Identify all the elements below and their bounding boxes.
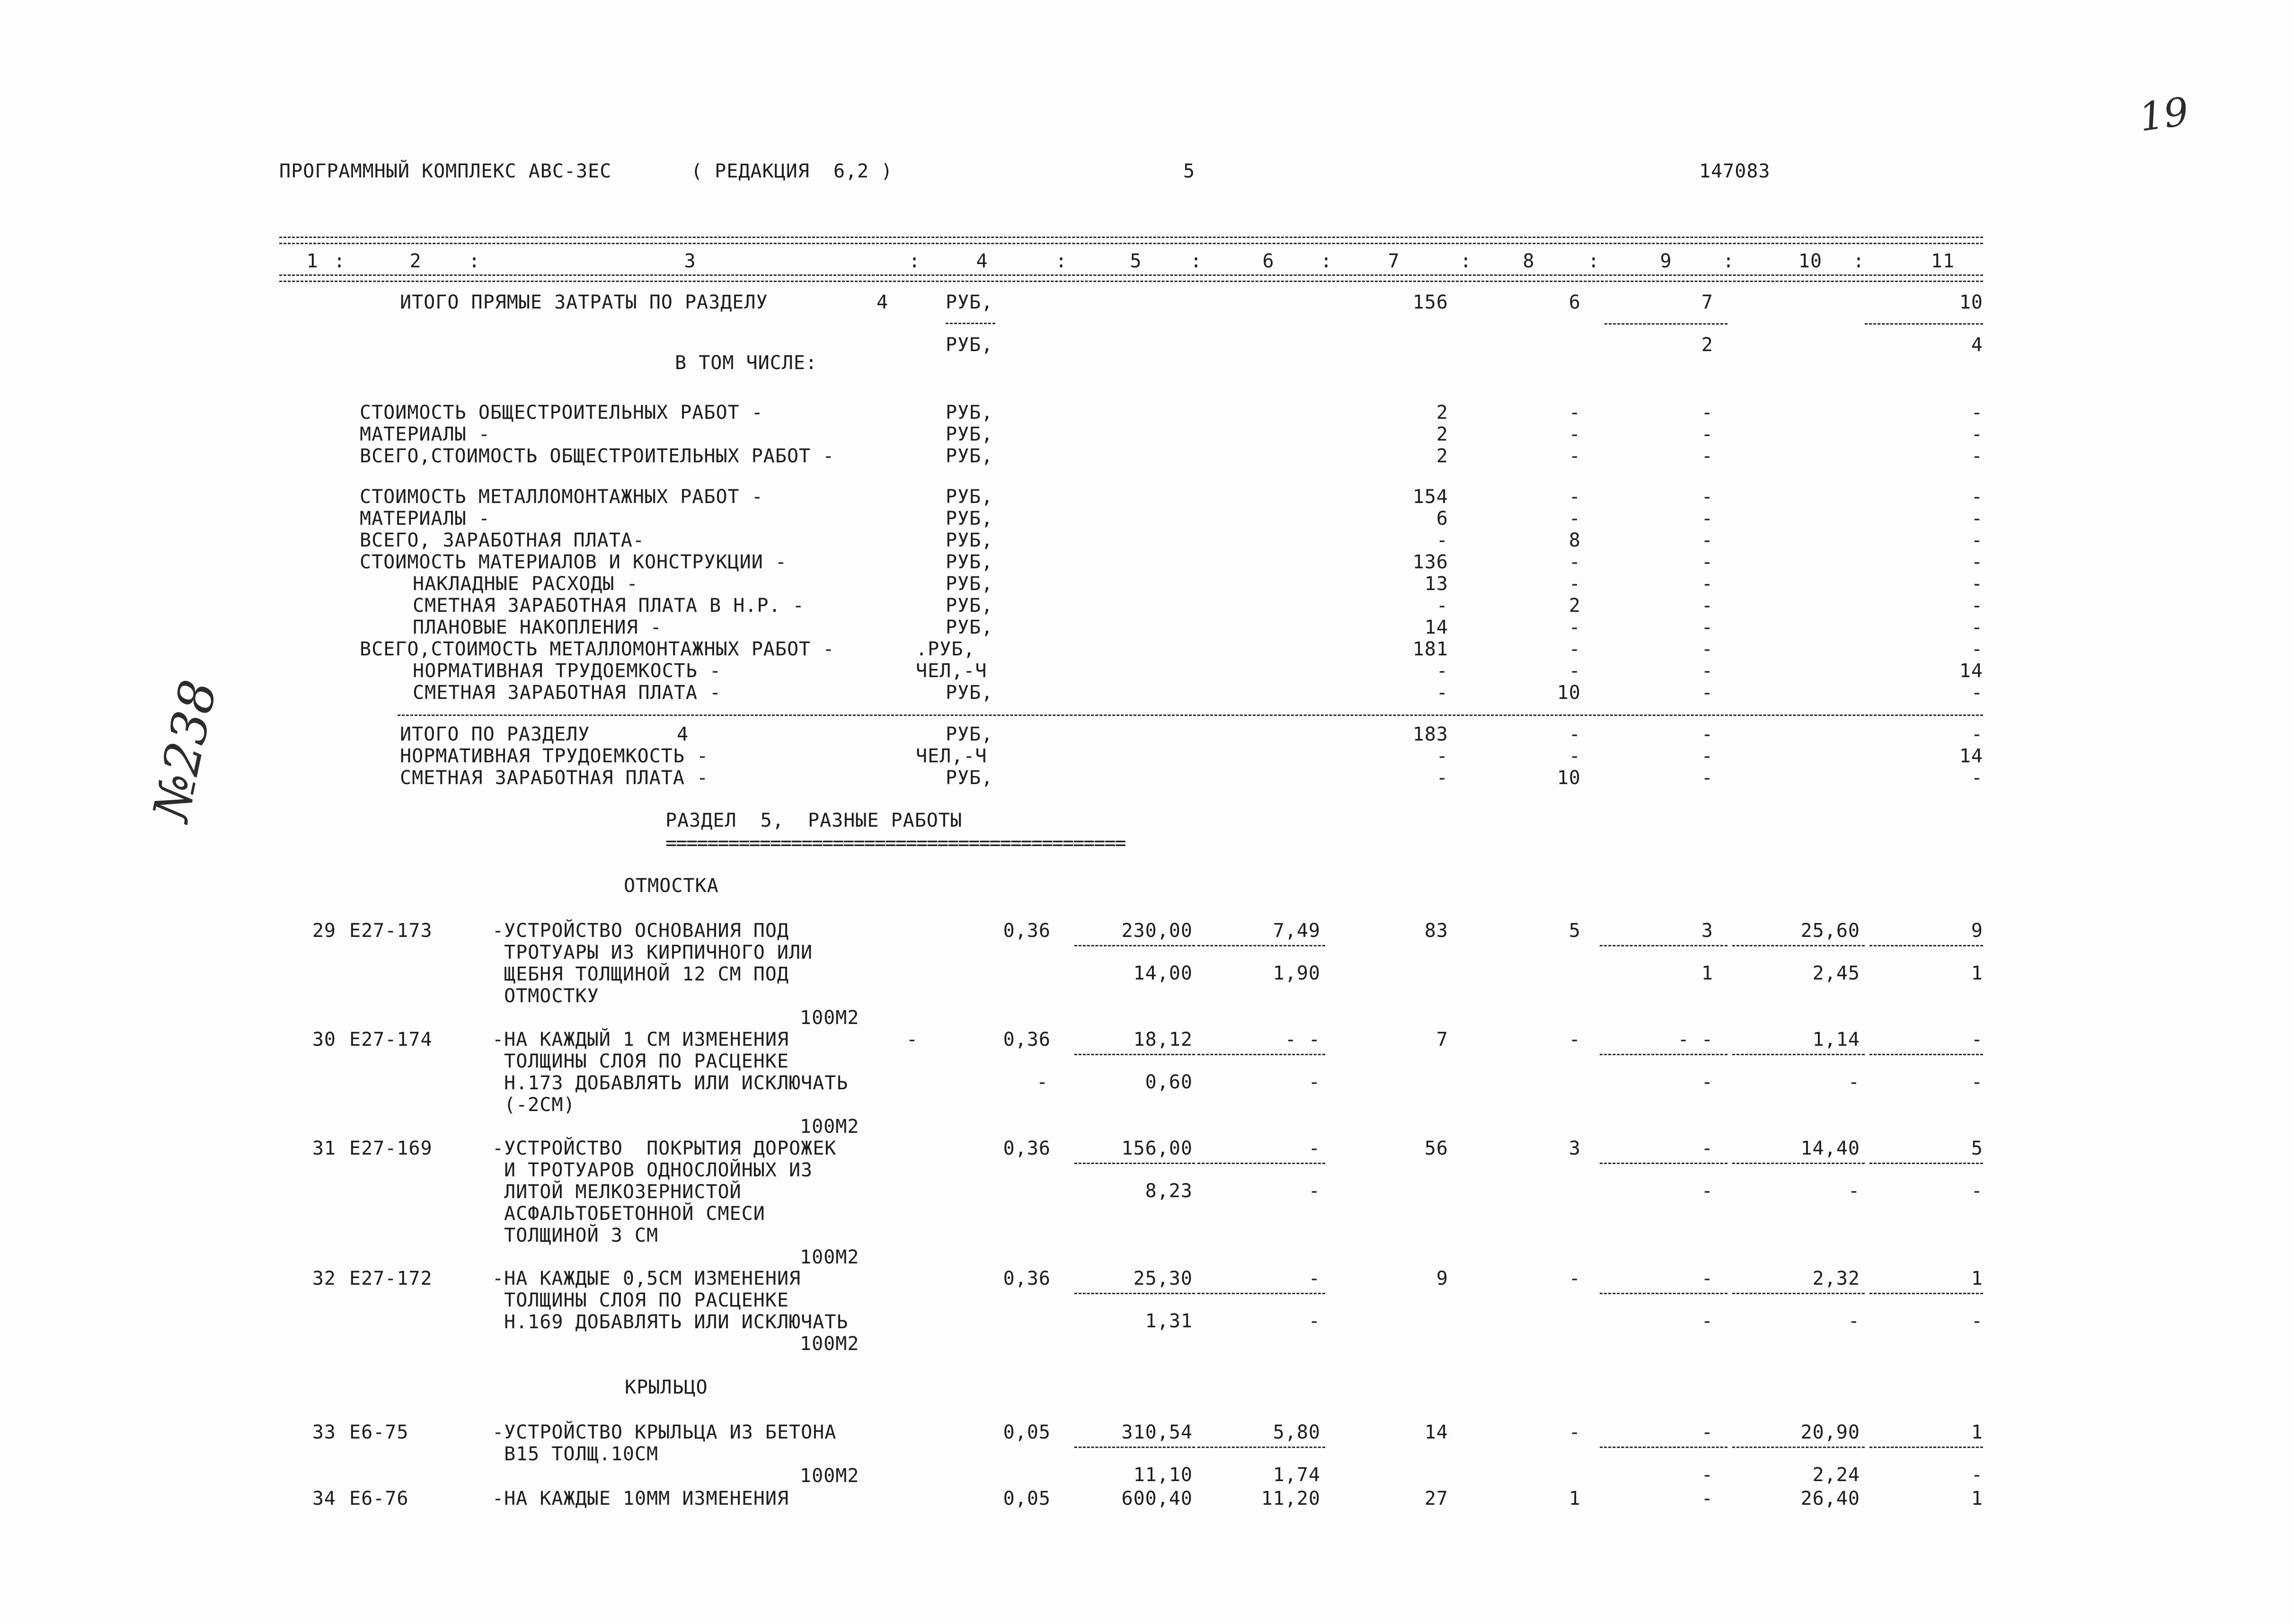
item-quantity: 0,36 [1003,1268,1051,1289]
direct-costs-col11: 10 [1959,291,1983,313]
item-c11: 1 [1971,1421,1983,1443]
column-header-3: 3 [684,250,696,272]
item-description-line: ТОЛЩИНЫ СЛОЯ ПО РАСЦЕНКЕ [504,1050,789,1072]
item-c5-lower: 0,60 [1145,1071,1193,1093]
item-c11-lower: - [1971,1464,1983,1486]
breakdown-col11: - [1971,508,1983,530]
breakdown-unit: РУБ, [946,530,993,551]
item-number: 29 [312,920,336,942]
col11-underline [1869,1447,1983,1448]
item-c7: 56 [1424,1138,1448,1159]
breakdown-unit: РУБ, [946,486,993,508]
breakdown-col11: - [1971,445,1983,467]
item-quantity-dash: - [906,1029,919,1050]
breakdown-unit: РУБ, [946,424,993,445]
breakdown-col8: - [1568,445,1581,467]
item-c11: 9 [1971,920,1983,942]
column-separator: : [1588,250,1600,272]
direct-costs-label: ИТОГО ПРЯМЫЕ ЗАТРАТЫ ПО РАЗДЕЛУ [400,291,768,313]
item-c6-lower: - [1308,1180,1320,1202]
column-separator: : [469,250,481,272]
column-separator: : [1320,250,1333,272]
item-unit: 100М2 [800,1007,859,1029]
item-c6: 7,49 [1273,920,1320,942]
col11-underline [1869,1163,1983,1164]
breakdown-col9: - [1701,638,1713,660]
breakdown-col8: - [1568,551,1581,573]
item-unit: 100М2 [800,1116,859,1138]
item-code: Е27-173 [349,920,433,942]
item-c8: 5 [1568,920,1581,942]
item-description-line: ОТМОСТКУ [504,985,599,1007]
breakdown-unit: РУБ, [946,508,993,530]
col11-underline [1869,1293,1983,1294]
item-c8: - [1568,1268,1581,1289]
breakdown-col11: - [1971,638,1983,660]
item-quantity: 0,05 [1003,1488,1051,1509]
col6-underline [1197,1293,1325,1294]
breakdown-col8: - [1568,617,1581,638]
breakdown-col9: - [1701,595,1713,617]
breakdown-col11: - [1971,573,1983,595]
item-c8: - [1568,1029,1581,1050]
section-total-col9: - [1701,745,1713,767]
item-c6: - [1308,1268,1320,1289]
item-c8: 1 [1568,1488,1581,1509]
breakdown-label: ВСЕГО,СТОИМОСТЬ ОБЩЕСТРОИТЕЛЬНЫХ РАБОТ - [360,445,835,467]
item-c7: 7 [1436,1029,1448,1050]
breakdown-col7: 6 [1436,508,1448,530]
item-c6: 5,80 [1273,1421,1320,1443]
item-unit: 100М2 [800,1465,859,1487]
section-total-col9: - [1701,767,1713,789]
item-description-line: -НА КАЖДЫЙ 1 СМ ИЗМЕНЕНИЯ [492,1029,789,1050]
item-quantity: 0,36 [1003,1138,1051,1159]
column-separator: : [1190,250,1203,272]
item-description-line: -НА КАЖДЫЕ 0,5СМ ИЗМЕНЕНИЯ [492,1268,801,1289]
item-c5: 600,40 [1121,1488,1193,1509]
breakdown-col11: - [1971,530,1983,551]
item-c11: 1 [1971,1488,1983,1509]
item-c9: - [1701,1268,1713,1289]
breakdown-col8: 10 [1557,682,1581,704]
col5-underline [1074,1054,1195,1055]
item-quantity: 0,36 [1003,920,1051,942]
item-c9: - [1701,1421,1713,1443]
direct-costs-unit: РУБ, [946,291,993,313]
item-description-line: -УСТРОЙСТВО ОСНОВАНИЯ ПОД [492,920,789,942]
breakdown-label: МАТЕРИАЛЫ - [360,508,490,530]
breakdown-col11: - [1971,595,1983,617]
item-c5: 18,12 [1133,1029,1193,1050]
section-total-col9: - [1701,724,1713,745]
item-c11-lower: - [1971,1180,1983,1202]
section-total-unit: РУБ, [946,767,993,789]
breakdown-col7: - [1436,595,1448,617]
item-code: Е27-172 [349,1268,433,1289]
item-number: 30 [312,1029,336,1050]
breakdown-label: СМЕТНАЯ ЗАРАБОТНАЯ ПЛАТА В Н.Р. - [413,595,805,617]
breakdown-col7: 136 [1412,551,1448,573]
section-total-col11: - [1971,767,1983,789]
item-c5: 156,00 [1121,1138,1193,1159]
item-c5-lower: 14,00 [1133,962,1193,984]
column-separator: : [1853,250,1865,272]
section-total-col11: - [1971,724,1983,745]
item-description-line: ТРОТУАРЫ ИЗ КИРПИЧНОГО ИЛИ [504,942,813,963]
breakdown-label: ПЛАНОВЫЕ НАКОПЛЕНИЯ - [413,617,662,638]
item-c7: 14 [1424,1421,1448,1443]
section-total-label: НОРМАТИВНАЯ ТРУДОЕМКОСТЬ - [400,745,709,767]
item-unit: 100М2 [800,1246,859,1268]
column-separator: : [909,250,921,272]
subtotal-unit: РУБ, [946,334,993,356]
breakdown-col9: - [1701,530,1713,551]
item-c11: 5 [1971,1138,1983,1159]
column-separator: : [1723,250,1735,272]
item-description-line: Н.173 ДОБАВЛЯТЬ ИЛИ ИСКЛЮЧАТЬ [504,1072,849,1094]
item-description-line: -УСТРОЙСТВО ПОКРЫТИЯ ДОРОЖЕК [492,1138,837,1159]
group-heading-krylco: КРЫЛЬЦО [625,1377,708,1398]
direct-costs-col9: 7 [1701,291,1713,313]
col5-underline [1074,1447,1195,1448]
breakdown-col8: - [1568,660,1581,682]
item-description-line: ТОЛЩИНЫ СЛОЯ ПО РАСЦЕНКЕ [504,1289,789,1311]
col10-underline [1732,1163,1865,1164]
col6-underline [1197,1447,1325,1448]
item-c7: 9 [1436,1268,1448,1289]
breakdown-col9: - [1701,551,1713,573]
including-heading: В ТОМ ЧИСЛЕ: [675,352,817,374]
breakdown-col11: - [1971,402,1983,424]
col11-underline [1869,1054,1983,1055]
item-code: Е6-75 [349,1421,409,1443]
item-c10-lower: - [1848,1071,1860,1093]
item-c10: 20,90 [1800,1421,1860,1443]
col9-underline [1600,1447,1727,1448]
breakdown-label: НАКЛАДНЫЕ РАСХОДЫ - [413,573,638,595]
item-description-line: -НА КАЖДЫЕ 10ММ ИЗМЕНЕНИЯ [492,1488,789,1509]
col9-underline [1604,323,1727,325]
section-total-label: ИТОГО ПО РАЗДЕЛУ [400,724,590,745]
col11-underline [1869,945,1983,946]
breakdown-unit: РУБ, [946,595,993,617]
section-total-label: СМЕТНАЯ ЗАРАБОТНАЯ ПЛАТА - [400,767,709,789]
col11-underline [1865,323,1983,325]
breakdown-col7: 181 [1412,638,1448,660]
breakdown-unit: РУБ, [946,551,993,573]
group-heading-otmostka: ОТМОСТКА [624,875,719,897]
breakdown-col9: - [1701,508,1713,530]
subtotal-col9: 2 [1701,334,1713,356]
column-header-7: 7 [1388,250,1400,272]
breakdown-col8: - [1568,508,1581,530]
column-header-9: 9 [1660,250,1672,272]
breakdown-unit: .РУБ, [916,638,975,660]
breakdown-col9: - [1701,682,1713,704]
item-c9: - - [1677,1029,1713,1050]
item-quantity: 0,36 [1003,1029,1051,1050]
breakdown-col11: - [1971,424,1983,445]
breakdown-col8: 2 [1568,595,1581,617]
col10-underline [1732,1293,1865,1294]
breakdown-label: МАТЕРИАЛЫ - [360,424,490,445]
breakdown-col7: 2 [1436,402,1448,424]
section-total-col8: - [1568,745,1581,767]
col9-underline [1600,1163,1727,1164]
breakdown-col9: - [1701,445,1713,467]
section-total-col7: - [1436,745,1448,767]
breakdown-unit: ЧЕЛ,-Ч [916,660,987,682]
breakdown-unit: РУБ, [946,617,993,638]
col5-underline [1074,945,1195,946]
column-header-2: 2 [409,250,422,272]
section-total-col11: 14 [1959,745,1983,767]
breakdown-col7: - [1436,682,1448,704]
col6-underline [1197,1054,1325,1055]
breakdown-col9: - [1701,617,1713,638]
item-c5-lower: 1,31 [1145,1310,1193,1332]
section-title: РАЗДЕЛ 5, РАЗНЫЕ РАБОТЫ [665,810,963,831]
breakdown-label: СМЕТНАЯ ЗАРАБОТНАЯ ПЛАТА - [413,682,722,704]
section-total-col7: 183 [1412,724,1448,745]
breakdown-col11: 14 [1959,660,1983,682]
breakdown-unit: РУБ, [946,682,993,704]
breakdown-label: СТОИМОСТЬ ОБЩЕСТРОИТЕЛЬНЫХ РАБОТ - [360,402,763,424]
item-c11-lower: - [1971,1310,1983,1332]
item-c5: 230,00 [1121,920,1193,942]
breakdown-col11: - [1971,682,1983,704]
column-header-1: 1 [306,250,319,272]
item-c10: 14,40 [1800,1138,1860,1159]
breakdown-col8: 8 [1568,530,1581,551]
item-description-line: ТОЛЩИНОЙ 3 СМ [504,1225,659,1246]
item-c6: - [1308,1138,1320,1159]
item-c11: 1 [1971,1268,1983,1289]
column-separator: : [1055,250,1068,272]
breakdown-label: НОРМАТИВНАЯ ТРУДОЕМКОСТЬ - [413,660,722,682]
item-c10: 25,60 [1800,920,1860,942]
section-total-number: 4 [677,724,689,745]
breakdown-col8: - [1568,424,1581,445]
item-c10: 26,40 [1800,1488,1860,1509]
item-c5: 310,54 [1121,1421,1193,1443]
item-c5-lower: 11,10 [1133,1464,1193,1486]
item-description-line: АСФАЛЬТОБЕТОННОЙ СМЕСИ [504,1203,765,1225]
breakdown-col8: - [1568,486,1581,508]
breakdown-col7: - [1436,660,1448,682]
breakdown-col7: - [1436,530,1448,551]
col10-underline [1732,1447,1865,1448]
item-c11: - [1971,1029,1983,1050]
item-code: Е6-76 [349,1488,409,1509]
item-c9-lower: - [1701,1071,1713,1093]
section-total-col7: - [1436,767,1448,789]
item-c6-lower: - [1308,1310,1320,1332]
item-c10: 1,14 [1812,1029,1860,1050]
col9-underline [1600,945,1727,946]
breakdown-col11: - [1971,617,1983,638]
breakdown-col8: - [1568,573,1581,595]
section-total-rule [398,715,1983,716]
item-c8: - [1568,1421,1581,1443]
item-c5-lower: 8,23 [1145,1180,1193,1202]
breakdown-label: СТОИМОСТЬ МЕТАЛЛОМОНТАЖНЫХ РАБОТ - [360,486,763,508]
breakdown-col11: - [1971,486,1983,508]
item-description-line: ЛИТОЙ МЕЛКОЗЕРНИСТОЙ [504,1181,742,1203]
item-c8: 3 [1568,1138,1581,1159]
direct-costs-col7: 156 [1412,291,1448,313]
section-total-unit: ЧЕЛ,-Ч [916,745,987,767]
breakdown-col9: - [1701,424,1713,445]
breakdown-unit: РУБ, [946,402,993,424]
column-separator: : [1460,250,1472,272]
page-indicator: 5 [1183,160,1196,182]
handwritten-side-note: №238 [142,675,228,826]
document-code: 147083 [1699,160,1771,182]
item-unit: 100М2 [800,1333,859,1355]
item-number: 34 [312,1488,336,1509]
breakdown-col7: 154 [1412,486,1448,508]
item-number: 31 [312,1138,336,1159]
item-c10-lower: - [1848,1310,1860,1332]
item-quantity: 0,05 [1003,1421,1051,1443]
item-c9-lower: - [1701,1180,1713,1202]
breakdown-unit: РУБ, [946,573,993,595]
item-c9: 3 [1701,920,1713,942]
section-title-underline: ============================================ [665,832,1125,854]
item-description-line: ЩЕБНЯ ТОЛЩИНОЙ 12 СМ ПОД [504,963,789,985]
breakdown-label: ВСЕГО, ЗАРАБОТНАЯ ПЛАТА- [360,530,645,551]
col9-underline [1600,1054,1727,1055]
breakdown-col8: - [1568,638,1581,660]
item-number: 32 [312,1268,336,1289]
breakdown-col7: 2 [1436,445,1448,467]
item-c10-lower: - [1848,1180,1860,1202]
breakdown-unit: РУБ, [946,445,993,467]
item-c6-lower: 1,90 [1273,962,1320,984]
handwritten-page-number: 19 [2136,89,2192,141]
breakdown-col9: - [1701,486,1713,508]
breakdown-col7: 13 [1424,573,1448,595]
section-total-col8: - [1568,724,1581,745]
header-rule-bottom [279,274,1983,282]
breakdown-label: ВСЕГО,СТОИМОСТЬ МЕТАЛЛОМОНТАЖНЫХ РАБОТ - [360,638,835,660]
item-c9-lower: - [1701,1310,1713,1332]
item-number: 33 [312,1421,336,1443]
breakdown-col9: - [1701,660,1713,682]
col9-underline [1600,1293,1727,1294]
breakdown-col7: 2 [1436,424,1448,445]
breakdown-col9: - [1701,573,1713,595]
item-description-line: И ТРОТУАРОВ ОДНОСЛОЙНЫХ ИЗ [504,1159,813,1181]
item-quantity-dash: - [1036,1071,1049,1093]
item-c7: 27 [1424,1488,1448,1509]
col5-underline [1074,1163,1195,1164]
item-description-line: (-2СМ) [504,1094,576,1116]
item-description-line: -УСТРОЙСТВО КРЫЛЬЦА ИЗ БЕТОНА [492,1421,837,1443]
item-c9-lower: - [1701,1464,1713,1486]
col5-underline [1074,1293,1195,1294]
item-c11-lower: 1 [1971,962,1983,984]
breakdown-col7: 14 [1424,617,1448,638]
item-c5: 25,30 [1133,1268,1193,1289]
header-rule-top [279,237,1983,244]
item-c9: - [1701,1488,1713,1509]
item-c6-lower: - [1308,1071,1320,1093]
item-c9: - [1701,1138,1713,1159]
item-c7: 83 [1424,920,1448,942]
item-description-line: В15 ТОЛЩ.10СМ [504,1443,659,1465]
column-header-6: 6 [1262,250,1275,272]
item-c6: 11,20 [1261,1488,1320,1509]
column-header-10: 10 [1798,250,1823,272]
column-header-11: 11 [1931,250,1955,272]
item-c10-lower: 2,24 [1812,1464,1860,1486]
item-c6-lower: 1,74 [1273,1464,1320,1486]
breakdown-label: СТОИМОСТЬ МАТЕРИАЛОВ И КОНСТРУКЦИИ - [360,551,787,573]
column-separator: : [334,250,346,272]
breakdown-col8: - [1568,402,1581,424]
direct-costs-section: 4 [877,291,889,313]
item-description-line: Н.169 ДОБАВЛЯТЬ ИЛИ ИСКЛЮЧАТЬ [504,1311,849,1333]
col10-underline [1732,1054,1865,1055]
breakdown-col9: - [1701,402,1713,424]
item-code: Е27-169 [349,1138,433,1159]
column-header-5: 5 [1130,250,1142,272]
col10-underline [1732,945,1865,946]
col6-underline [1197,1163,1325,1164]
program-edition: ( РЕДАКЦИЯ 6,2 ) [691,160,893,182]
program-title: ПРОГРАММНЫЙ КОМПЛЕКС АВС-3ЕС [279,160,612,182]
item-c10-lower: 2,45 [1812,962,1860,984]
subtotal-col11: 4 [1971,334,1983,356]
section-total-unit: РУБ, [946,724,993,745]
item-c9-lower: 1 [1701,962,1713,984]
item-c11-lower: - [1971,1071,1983,1093]
breakdown-col11: - [1971,551,1983,573]
column-header-8: 8 [1523,250,1535,272]
direct-costs-col8: 6 [1568,291,1581,313]
item-code: Е27-174 [349,1029,433,1050]
column-header-4: 4 [976,250,988,272]
section-total-col8: 10 [1557,767,1581,789]
unit-underline [946,323,995,324]
col6-underline [1197,945,1325,946]
item-c10: 2,32 [1812,1268,1860,1289]
item-c6: - - [1284,1029,1320,1050]
